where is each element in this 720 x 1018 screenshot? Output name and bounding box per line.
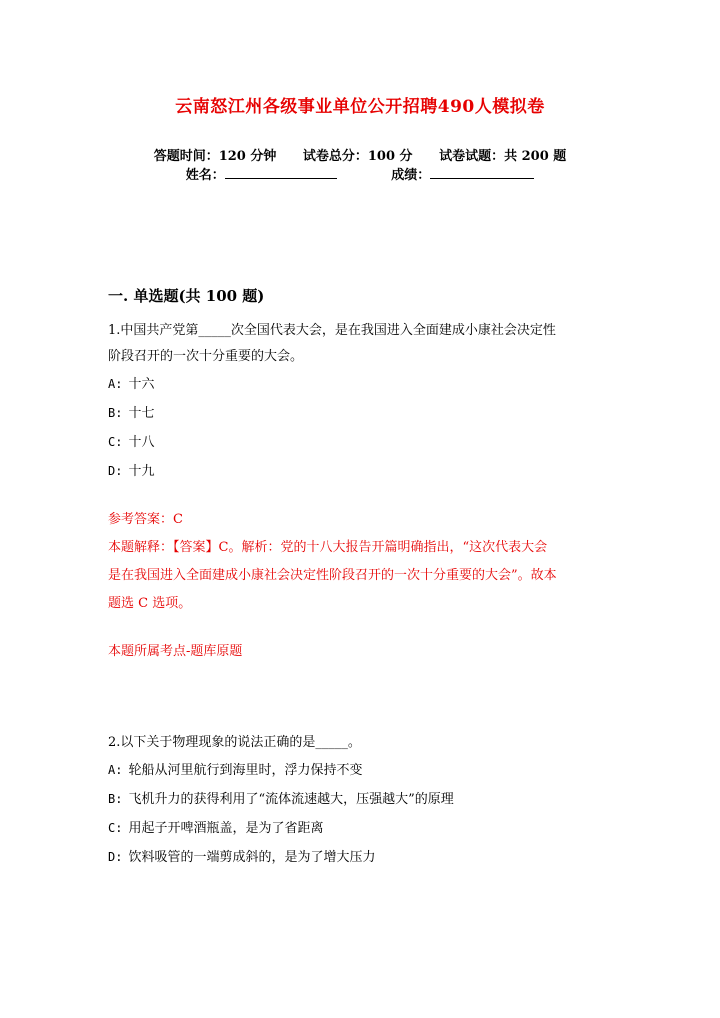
option-d: D: 十九 — [108, 464, 155, 479]
name-label: 姓名： — [185, 168, 225, 183]
option-text: 用起子开啤酒瓶盖，是为了省距离 — [128, 821, 324, 836]
question-1 — [108, 318, 628, 664]
explanation-line-1: 本题解释：【答案】C。解析：党的十八大报告开篇明确指出，“这次代表大会 — [108, 540, 548, 555]
exam-info-row — [0, 145, 720, 164]
exam-content — [108, 286, 628, 872]
question-stem: 1.中国共产党第_____次全国代表大会，是在我国进入全面建成小康社会决定性 — [108, 323, 556, 338]
grade-blank — [430, 166, 534, 179]
option-letter: B — [108, 792, 116, 806]
question-2 — [108, 730, 628, 872]
option-text: 十六 — [128, 377, 155, 392]
option-b: B: 十七 — [108, 406, 155, 421]
option-d: D: 饮料吸管的一端剪成斜的，是为了增大压力 — [108, 850, 376, 865]
option-c: C: 用起子开啤酒瓶盖，是为了省距离 — [108, 821, 324, 836]
exam-total-score: 试卷总分：100 分 — [302, 149, 413, 164]
answer-block — [108, 506, 628, 664]
option-letter: A — [108, 763, 116, 777]
section-heading: 一. 单选题(共 100 题) — [108, 287, 265, 305]
option-a: A: 十六 — [108, 377, 155, 392]
grade-field — [391, 164, 534, 183]
option-letter: B — [108, 406, 116, 420]
explanation-line-2: 是在我国进入全面建成小康社会决定性阶段召开的一次十分重要的大会”。故本 — [108, 568, 557, 583]
option-a: A: 轮船从河里航行到海里时，浮力保持不变 — [108, 763, 363, 778]
option-text: 十八 — [128, 435, 155, 450]
option-text: 十九 — [128, 464, 155, 479]
grade-label: 成绩： — [391, 168, 431, 183]
option-letter: C — [108, 435, 116, 449]
option-text: 饮料吸管的一端剪成斜的，是为了增大压力 — [128, 850, 376, 865]
exam-title: 云南怒江州各级事业单位公开招聘490人模拟卷 — [175, 97, 545, 117]
exam-time: 答题时间：120 分钟 — [153, 149, 277, 164]
question-stem: 2.以下关于物理现象的说法正确的是_____。 — [108, 735, 361, 750]
name-field — [186, 164, 337, 183]
option-text: 十七 — [128, 406, 155, 421]
explanation-line-3: 题选 C 选项。 — [108, 596, 192, 611]
name-blank — [225, 166, 337, 179]
reference-answer: 参考答案：C — [108, 512, 183, 527]
option-letter: D — [108, 464, 116, 478]
candidate-info-row — [0, 164, 720, 183]
option-text: 轮船从河里航行到海里时，浮力保持不变 — [128, 763, 363, 778]
knowledge-point: 本题所属考点-题库原题 — [108, 644, 243, 659]
option-letter: A — [108, 377, 116, 391]
option-c: C: 十八 — [108, 435, 155, 450]
question-stem-cont: 阶段召开的一次十分重要的大会。 — [108, 349, 304, 364]
option-letter: D — [108, 850, 116, 864]
option-b: B: 飞机升力的获得利用了“流体流速越大，压强越大”的原理 — [108, 792, 454, 807]
option-letter: C — [108, 821, 116, 835]
option-text: 飞机升力的获得利用了“流体流速越大，压强越大”的原理 — [128, 792, 454, 807]
exam-question-count: 试卷试题：共 200 题 — [439, 149, 567, 164]
